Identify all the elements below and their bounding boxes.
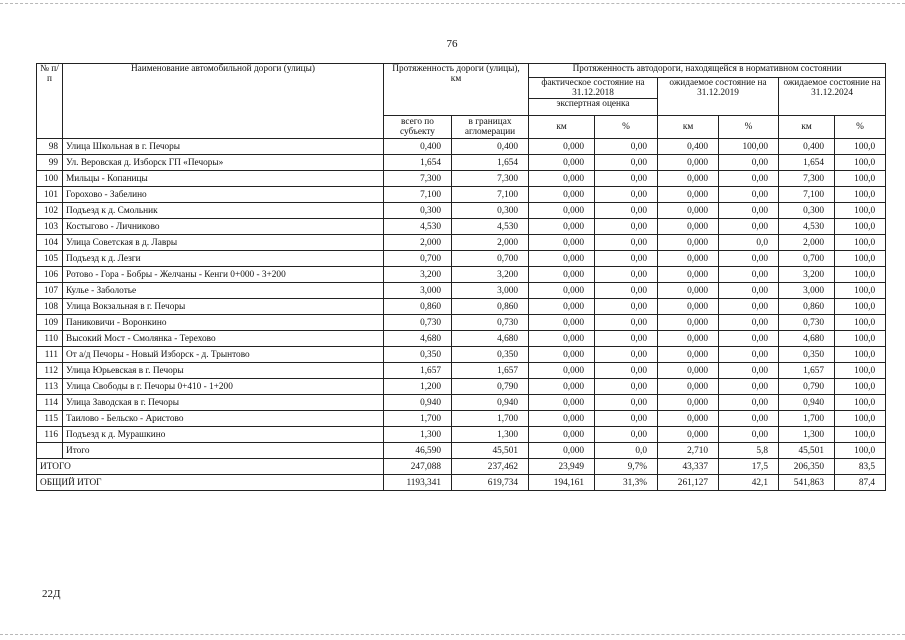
table-row	[37, 315, 886, 331]
km-2024: 0,700	[779, 251, 835, 267]
row-number: 112	[37, 363, 63, 379]
km-2024: 0,730	[779, 315, 835, 331]
length-agglomeration: 7,300	[452, 171, 529, 187]
pct-2024: 100,0	[835, 395, 886, 411]
table-row	[37, 363, 886, 379]
road-name: Улица Вокзальная в г. Печоры	[63, 299, 384, 315]
km-2018: 0,000	[529, 283, 595, 299]
km-2019: 0,000	[658, 363, 719, 379]
pct-2019: 5,8	[719, 443, 779, 459]
pct-2018: 0,00	[595, 219, 658, 235]
length-agglomeration: 1,300	[452, 427, 529, 443]
row-number: 116	[37, 427, 63, 443]
length-total: 0,350	[384, 347, 452, 363]
road-name: Подъезд к д. Лезги	[63, 251, 384, 267]
pct-2019: 0,00	[719, 251, 779, 267]
length-total: 7,100	[384, 187, 452, 203]
km-2019: 0,000	[658, 411, 719, 427]
pct-2018: 0,0	[595, 443, 658, 459]
length-agglomeration: 0,790	[452, 379, 529, 395]
pct-2018: 0,00	[595, 235, 658, 251]
pct-2024: 100,0	[835, 171, 886, 187]
row-number: 106	[37, 267, 63, 283]
roads-table	[36, 63, 886, 491]
length-total: 1,200	[384, 379, 452, 395]
km-2019: 0,400	[658, 139, 719, 155]
km-2018: 0,000	[529, 299, 595, 315]
km-2019: 0,000	[658, 331, 719, 347]
row-number: 102	[37, 203, 63, 219]
road-name: Кулье - Заболотье	[63, 283, 384, 299]
pct-2019: 0,00	[719, 379, 779, 395]
length-total: 7,300	[384, 171, 452, 187]
total-row	[37, 475, 886, 491]
km-2018: 0,000	[529, 315, 595, 331]
pct-2019: 0,00	[719, 171, 779, 187]
row-number: 113	[37, 379, 63, 395]
length-agglomeration: 1,654	[452, 155, 529, 171]
km-2019: 43,337	[658, 459, 719, 475]
km-2018: 0,000	[529, 331, 595, 347]
pct-2018: 0,00	[595, 283, 658, 299]
pct-2018: 0,00	[595, 347, 658, 363]
header-km-2019: км	[658, 116, 719, 139]
km-2024: 1,654	[779, 155, 835, 171]
length-agglomeration: 0,860	[452, 299, 529, 315]
length-total: 0,860	[384, 299, 452, 315]
km-2019: 0,000	[658, 219, 719, 235]
road-name: Итого	[63, 443, 384, 459]
km-2024: 206,350	[779, 459, 835, 475]
km-2019: 0,000	[658, 315, 719, 331]
km-2019: 0,000	[658, 155, 719, 171]
km-2018: 0,000	[529, 395, 595, 411]
pct-2024: 100,0	[835, 267, 886, 283]
km-2024: 0,350	[779, 347, 835, 363]
pct-2019: 17,5	[719, 459, 779, 475]
header-expected-2024: ожидаемое состояние на 31.12.2024	[779, 78, 886, 116]
km-2024: 0,400	[779, 139, 835, 155]
row-number: 101	[37, 187, 63, 203]
pct-2024: 100,0	[835, 235, 886, 251]
pct-2024: 100,0	[835, 427, 886, 443]
km-2018: 0,000	[529, 187, 595, 203]
length-total: 4,530	[384, 219, 452, 235]
row-number: 111	[37, 347, 63, 363]
length-agglomeration: 45,501	[452, 443, 529, 459]
road-name: Подъезд к д. Смольник	[63, 203, 384, 219]
km-2018: 23,949	[529, 459, 595, 475]
km-2018: 0,000	[529, 203, 595, 219]
road-name: Улица Школьная в г. Печоры	[63, 139, 384, 155]
pct-2024: 100,0	[835, 379, 886, 395]
length-agglomeration: 4,530	[452, 219, 529, 235]
km-2019: 0,000	[658, 187, 719, 203]
table-row	[37, 219, 886, 235]
km-2024: 0,860	[779, 299, 835, 315]
km-2024: 1,300	[779, 427, 835, 443]
pct-2019: 0,00	[719, 187, 779, 203]
pct-2024: 100,0	[835, 251, 886, 267]
km-2018: 0,000	[529, 267, 595, 283]
table-row	[37, 299, 886, 315]
total-row	[37, 459, 886, 475]
pct-2018: 0,00	[595, 203, 658, 219]
length-agglomeration: 0,700	[452, 251, 529, 267]
table-row	[37, 347, 886, 363]
pct-2018: 0,00	[595, 299, 658, 315]
km-2024: 3,000	[779, 283, 835, 299]
pct-2024: 100,0	[835, 411, 886, 427]
table-row	[37, 171, 886, 187]
row-number: 105	[37, 251, 63, 267]
scan-edge-bottom	[0, 634, 905, 635]
km-2018: 0,000	[529, 155, 595, 171]
km-2019: 2,710	[658, 443, 719, 459]
km-2018: 0,000	[529, 251, 595, 267]
km-2024: 4,530	[779, 219, 835, 235]
header-pct-2019: %	[719, 116, 779, 139]
km-2019: 0,000	[658, 299, 719, 315]
km-2024: 1,657	[779, 363, 835, 379]
km-2019: 0,000	[658, 283, 719, 299]
length-agglomeration: 1,700	[452, 411, 529, 427]
pct-2024: 100,0	[835, 347, 886, 363]
road-name: Костыгово - Личниково	[63, 219, 384, 235]
length-agglomeration: 237,462	[452, 459, 529, 475]
pct-2019: 0,00	[719, 395, 779, 411]
km-2019: 0,000	[658, 347, 719, 363]
km-2018: 0,000	[529, 379, 595, 395]
total-label: ОБЩИЙ ИТОГ	[37, 475, 384, 491]
pct-2024: 87,4	[835, 475, 886, 491]
header-pct-2018: %	[595, 116, 658, 139]
row-number: 100	[37, 171, 63, 187]
table-row	[37, 443, 886, 459]
pct-2024: 100,0	[835, 283, 886, 299]
length-total: 1,657	[384, 363, 452, 379]
length-total: 3,200	[384, 267, 452, 283]
road-name: От а/д Печоры - Новый Изборск - д. Трынтово	[63, 347, 384, 363]
length-total: 1193,341	[384, 475, 452, 491]
pct-2024: 100,0	[835, 203, 886, 219]
road-name: Мильцы - Копаницы	[63, 171, 384, 187]
header-km-2018: км	[529, 116, 595, 139]
road-name: Высокий Мост - Смолянка - Терехово	[63, 331, 384, 347]
length-total: 2,000	[384, 235, 452, 251]
pct-2019: 42,1	[719, 475, 779, 491]
header-km-2024: км	[779, 116, 835, 139]
pct-2019: 0,00	[719, 331, 779, 347]
length-total: 4,680	[384, 331, 452, 347]
table-row	[37, 283, 886, 299]
pct-2018: 0,00	[595, 395, 658, 411]
length-total: 0,300	[384, 203, 452, 219]
scan-edge-top	[0, 3, 905, 4]
pct-2024: 100,0	[835, 363, 886, 379]
page-number: 76	[446, 38, 458, 50]
header-length: Протяженность дороги (улицы), км	[384, 64, 529, 116]
km-2018: 0,000	[529, 443, 595, 459]
page-stamp: 22Д	[42, 588, 61, 600]
km-2024: 541,863	[779, 475, 835, 491]
km-2019: 0,000	[658, 251, 719, 267]
pct-2018: 0,00	[595, 411, 658, 427]
km-2024: 45,501	[779, 443, 835, 459]
length-agglomeration: 3,200	[452, 267, 529, 283]
length-agglomeration: 3,000	[452, 283, 529, 299]
pct-2019: 0,00	[719, 363, 779, 379]
pct-2024: 100,0	[835, 139, 886, 155]
length-total: 3,000	[384, 283, 452, 299]
pct-2018: 0,00	[595, 379, 658, 395]
row-number: 110	[37, 331, 63, 347]
table-header	[37, 64, 886, 139]
pct-2019: 0,00	[719, 315, 779, 331]
km-2018: 0,000	[529, 219, 595, 235]
row-number: 109	[37, 315, 63, 331]
length-agglomeration: 0,400	[452, 139, 529, 155]
length-agglomeration: 7,100	[452, 187, 529, 203]
length-agglomeration: 2,000	[452, 235, 529, 251]
km-2019: 0,000	[658, 395, 719, 411]
km-2024: 3,200	[779, 267, 835, 283]
pct-2018: 0,00	[595, 171, 658, 187]
km-2024: 4,680	[779, 331, 835, 347]
km-2018: 0,000	[529, 347, 595, 363]
km-2018: 0,000	[529, 427, 595, 443]
pct-2018: 0,00	[595, 363, 658, 379]
km-2018: 0,000	[529, 139, 595, 155]
km-2024: 0,300	[779, 203, 835, 219]
km-2018: 0,000	[529, 235, 595, 251]
header-pct-2024: %	[835, 116, 886, 139]
table-body	[37, 139, 886, 491]
table-row	[37, 411, 886, 427]
row-number: 107	[37, 283, 63, 299]
pct-2018: 0,00	[595, 155, 658, 171]
table-row	[37, 203, 886, 219]
km-2024: 2,000	[779, 235, 835, 251]
km-2024: 7,100	[779, 187, 835, 203]
pct-2019: 100,00	[719, 139, 779, 155]
pct-2018: 0,00	[595, 331, 658, 347]
header-actual-2018: фактическое состояние на 31.12.2018	[529, 78, 658, 99]
length-total: 247,088	[384, 459, 452, 475]
header-expected-2019: ожидаемое состояние на 31.12.2019	[658, 78, 779, 116]
header-name: Наименование автомобильной дороги (улицы)	[63, 64, 384, 139]
row-number: 98	[37, 139, 63, 155]
pct-2019: 0,00	[719, 427, 779, 443]
pct-2018: 0,00	[595, 427, 658, 443]
km-2024: 7,300	[779, 171, 835, 187]
row-number: 108	[37, 299, 63, 315]
pct-2018: 0,00	[595, 187, 658, 203]
table-row	[37, 267, 886, 283]
table-row	[37, 379, 886, 395]
km-2019: 0,000	[658, 171, 719, 187]
length-agglomeration: 0,300	[452, 203, 529, 219]
length-agglomeration: 4,680	[452, 331, 529, 347]
pct-2019: 0,00	[719, 411, 779, 427]
pct-2018: 0,00	[595, 315, 658, 331]
km-2019: 261,127	[658, 475, 719, 491]
pct-2019: 0,00	[719, 203, 779, 219]
row-number: 114	[37, 395, 63, 411]
pct-2024: 100,0	[835, 155, 886, 171]
length-total: 0,400	[384, 139, 452, 155]
pct-2019: 0,00	[719, 283, 779, 299]
road-name: Ротово - Гора - Бобры - Желчаны - Кенги 0+000 - 3+200	[63, 267, 384, 283]
header-expert: экспертная оценка	[529, 99, 658, 116]
pct-2019: 0,00	[719, 347, 779, 363]
km-2019: 0,000	[658, 267, 719, 283]
length-total: 1,300	[384, 427, 452, 443]
road-name: Подъезд к д. Мурашкино	[63, 427, 384, 443]
row-number: 103	[37, 219, 63, 235]
pct-2024: 100,0	[835, 315, 886, 331]
row-number: 115	[37, 411, 63, 427]
pct-2018: 0,00	[595, 251, 658, 267]
row-number	[37, 443, 63, 459]
km-2024: 0,790	[779, 379, 835, 395]
length-agglomeration: 619,734	[452, 475, 529, 491]
km-2018: 0,000	[529, 363, 595, 379]
header-total-subject: всего по субъекту	[384, 116, 452, 139]
road-name: Улица Юрьевская в г. Печоры	[63, 363, 384, 379]
length-total: 1,700	[384, 411, 452, 427]
road-name: Улица Заводская в г. Печоры	[63, 395, 384, 411]
total-label: ИТОГО	[37, 459, 384, 475]
pct-2018: 31,3%	[595, 475, 658, 491]
length-total: 0,940	[384, 395, 452, 411]
length-agglomeration: 0,350	[452, 347, 529, 363]
table-row	[37, 251, 886, 267]
km-2024: 0,940	[779, 395, 835, 411]
pct-2019: 0,0	[719, 235, 779, 251]
length-total: 0,730	[384, 315, 452, 331]
length-agglomeration: 0,730	[452, 315, 529, 331]
row-number: 99	[37, 155, 63, 171]
table-row	[37, 139, 886, 155]
km-2024: 1,700	[779, 411, 835, 427]
pct-2018: 9,7%	[595, 459, 658, 475]
table-row	[37, 427, 886, 443]
length-agglomeration: 1,657	[452, 363, 529, 379]
km-2019: 0,000	[658, 379, 719, 395]
pct-2024: 100,0	[835, 187, 886, 203]
header-in-agglomeration: в границах агломерации	[452, 116, 529, 139]
row-number: 104	[37, 235, 63, 251]
km-2019: 0,000	[658, 235, 719, 251]
table-row	[37, 155, 886, 171]
pct-2019: 0,00	[719, 299, 779, 315]
km-2018: 0,000	[529, 171, 595, 187]
km-2018: 194,161	[529, 475, 595, 491]
road-name: Ул. Веровская д. Изборск ГП «Печоры»	[63, 155, 384, 171]
pct-2024: 100,0	[835, 219, 886, 235]
pct-2024: 100,0	[835, 299, 886, 315]
road-name: Улица Свободы в г. Печоры 0+410 - 1+200	[63, 379, 384, 395]
header-normative: Протяженность автодороги, находящейся в нормативном состоянии	[529, 64, 886, 78]
table-row	[37, 395, 886, 411]
km-2018: 0,000	[529, 411, 595, 427]
header-num: № п/п	[37, 64, 63, 139]
road-name: Таилово - Бельско - Аристово	[63, 411, 384, 427]
pct-2018: 0,00	[595, 267, 658, 283]
pct-2018: 0,00	[595, 139, 658, 155]
length-total: 46,590	[384, 443, 452, 459]
road-name: Улица Советская в д. Лавры	[63, 235, 384, 251]
road-name: Горохово - Забелино	[63, 187, 384, 203]
km-2019: 0,000	[658, 427, 719, 443]
road-name: Паниковичи - Воронкино	[63, 315, 384, 331]
pct-2024: 100,0	[835, 443, 886, 459]
pct-2019: 0,00	[719, 219, 779, 235]
length-total: 1,654	[384, 155, 452, 171]
length-agglomeration: 0,940	[452, 395, 529, 411]
pct-2024: 100,0	[835, 331, 886, 347]
table-row	[37, 235, 886, 251]
pct-2019: 0,00	[719, 155, 779, 171]
km-2019: 0,000	[658, 203, 719, 219]
pct-2019: 0,00	[719, 267, 779, 283]
pct-2024: 83,5	[835, 459, 886, 475]
table-row	[37, 187, 886, 203]
table-row	[37, 331, 886, 347]
length-total: 0,700	[384, 251, 452, 267]
